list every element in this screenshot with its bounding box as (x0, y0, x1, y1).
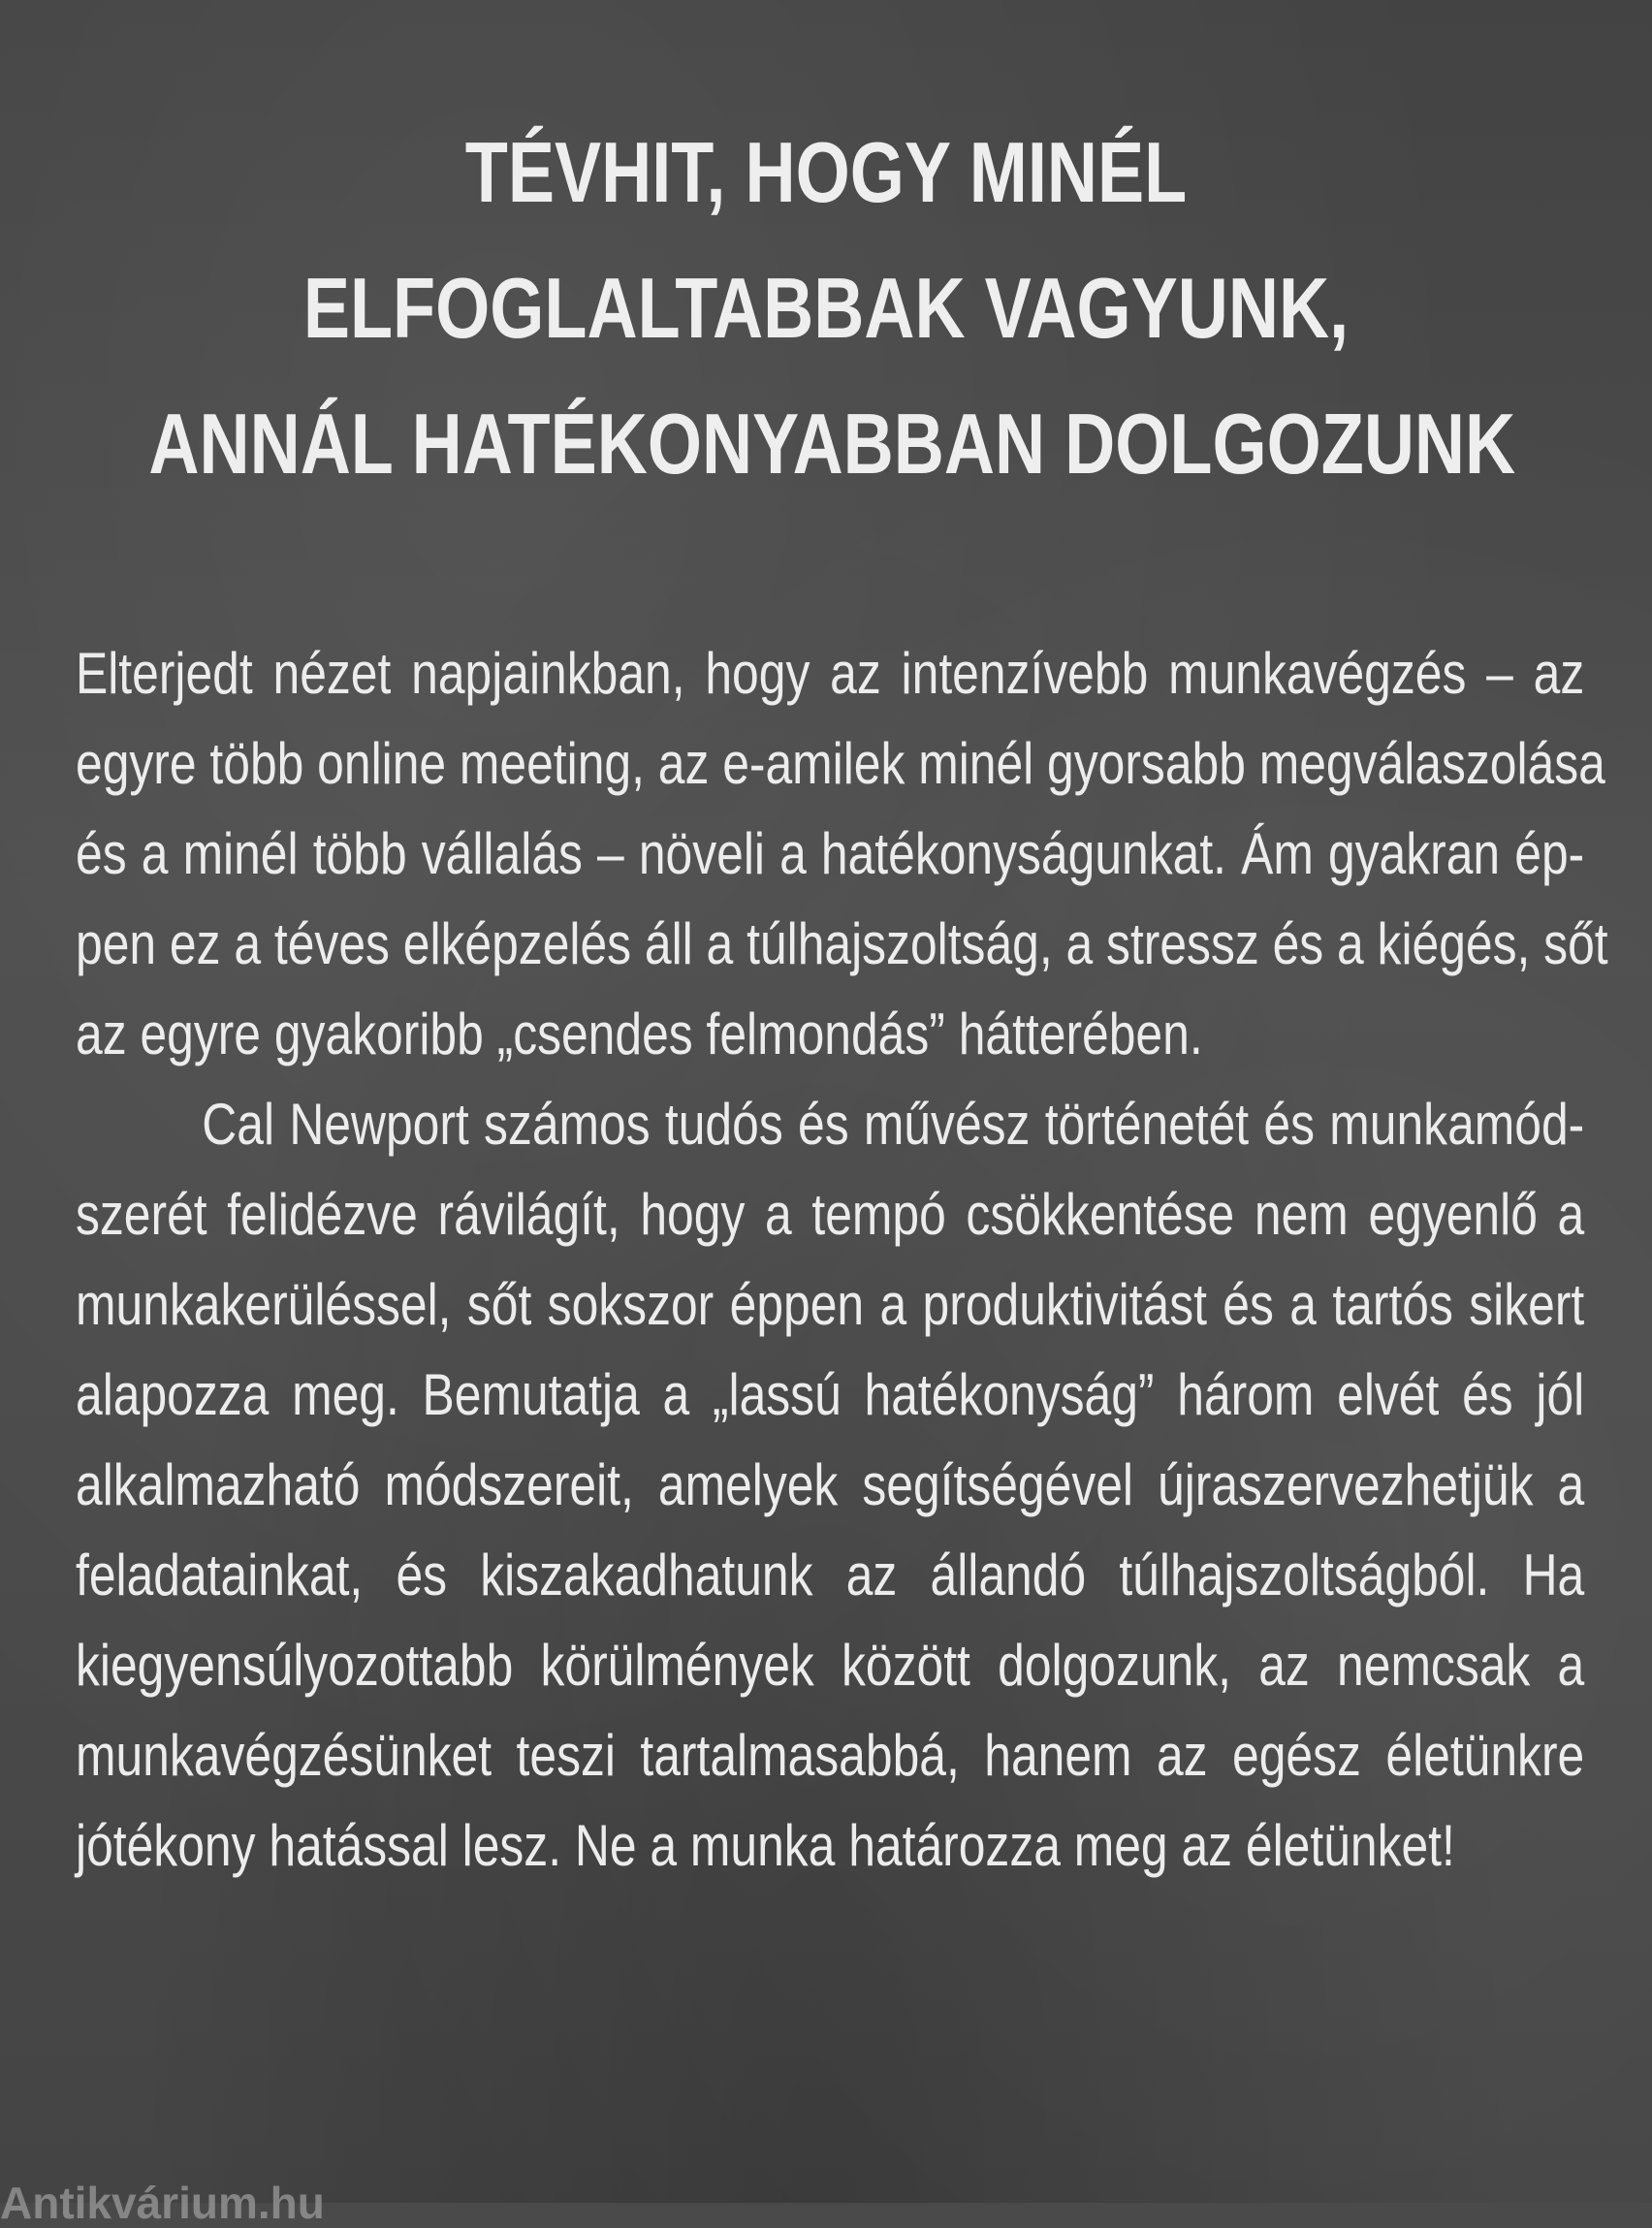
watermark-text: Antikvárium.hu (0, 2178, 325, 2228)
paragraph-2 (76, 1079, 1584, 1891)
headline-line: ANNÁL HATÉKONYABBAN DOLGOZUNK (148, 396, 1516, 492)
text-line: kiegyensúlyozottabb körülmények között dolgozunk, az nemcsak a (76, 1633, 1585, 1698)
text-line: Elterjedt nézet napjainkban, hogy az intenzívebb munkavégzés – az (76, 641, 1585, 706)
text-line: az egyre gyakoribb „csendes felmondás” hátterében. (76, 1002, 1203, 1066)
text-line: munkakerüléssel, sőt sokszor éppen a produktivitást és a tartós sikert (76, 1272, 1585, 1337)
headline (148, 105, 1516, 512)
text-line: munkavégzésünket teszi tartalmasabbá, hanem az egész életünkre (76, 1723, 1585, 1788)
text-line: Cal Newport számos tudós és művész történetét és munkamód- (202, 1092, 1585, 1157)
text-line: alkalmazható módszereit, amelyek segítségével újraszervezhetjük a (76, 1452, 1585, 1517)
text-line: és a minél több vállalás – növeli a hatékonyságunkat. Ám gyakran ép- (76, 821, 1585, 886)
text-line: feladatainkat, és kiszakadhatunk az állandó túlhajszoltságból. Ha (76, 1543, 1585, 1607)
text-line: alapozza meg. Bemutatja a „lassú hatékonyság” három elvét és jól (76, 1362, 1585, 1427)
text-line: egyre több online meeting, az e-amilek minél gyorsabb megválaszolása (76, 731, 1605, 796)
text-line: pen ez a téves elképzelés áll a túlhajszoltság, a stressz és a kiégés, sőt (76, 911, 1608, 976)
paragraph-1 (76, 628, 1608, 1079)
blurb-text (76, 628, 1608, 1891)
headline-line: TÉVHIT, HOGY MINÉL (464, 124, 1188, 220)
headline-line: ELFOGLALTABBAK VAGYUNK, (302, 260, 1350, 356)
text-line: jótékony hatással lesz. Ne a munka határozza meg az életünket! (76, 1813, 1455, 1878)
text-line: szerét felidézve rávilágít, hogy a tempó csökkentése nem egyenlő a (76, 1182, 1585, 1247)
